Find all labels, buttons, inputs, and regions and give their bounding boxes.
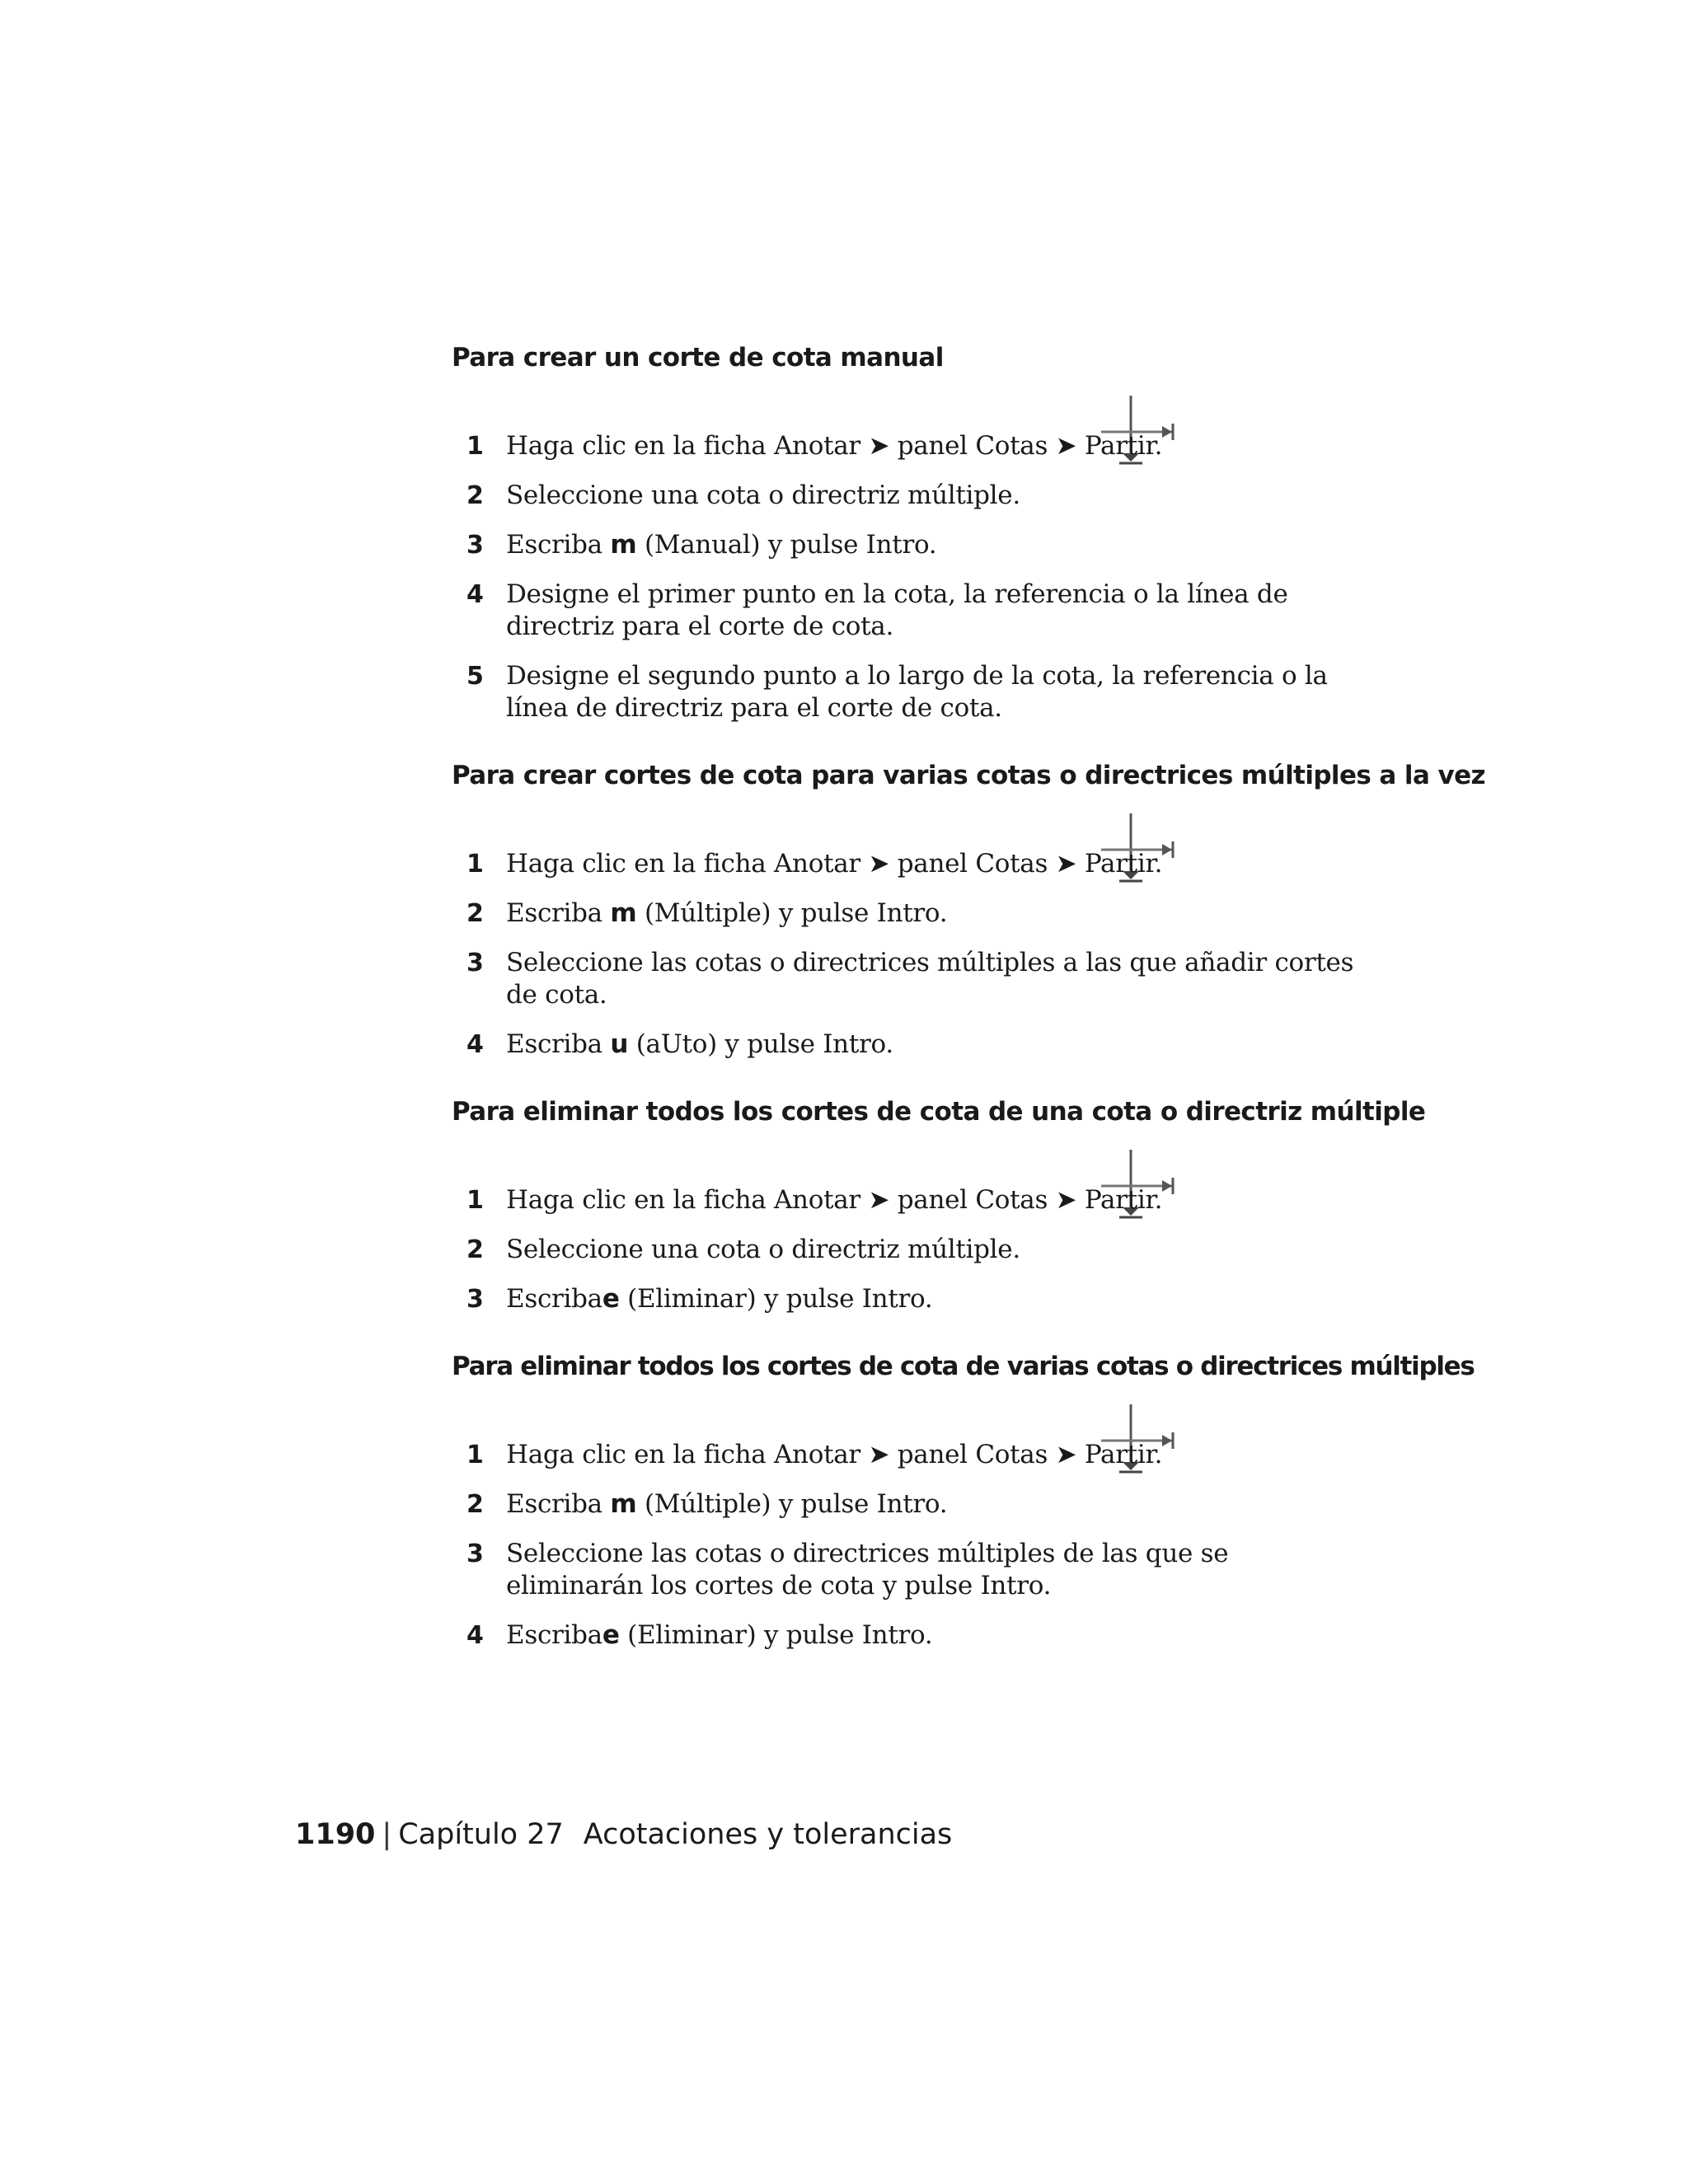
step-keyword: u [610, 1029, 629, 1059]
step-text: Designe el segundo punto a lo largo de la cota, la referencia o la línea de directriz para el corte de cota. [506, 661, 1328, 723]
step-item [452, 529, 1358, 561]
step-text: Haga clic en la ficha Anotar ➤ panel Cotas ➤ Partir. [506, 1185, 1163, 1215]
step-text: Seleccione las cotas o directrices múltiples a las que añadir cortes de cota. [506, 948, 1354, 1010]
chapter-title: Acotaciones y tolerancias [583, 1818, 953, 1851]
step-number: 1 [467, 850, 484, 879]
footer-separator: | [382, 1818, 392, 1851]
step-text: Seleccione las cotas o directrices múltiples de las que se eliminarán los cortes de cota y pulse Intro. [506, 1539, 1229, 1601]
section-heading: Para eliminar todos los cortes de cota de varias cotas o directrices múltiples [452, 1352, 1475, 1381]
step-text-post: (Manual) y pulse Intro. [636, 530, 937, 560]
section-heading: Para crear un corte de cota manual [452, 343, 944, 373]
step-number: 2 [467, 1235, 484, 1264]
step-item [452, 1234, 1358, 1266]
step-item [452, 1029, 1358, 1061]
section-remove-single [452, 1090, 1426, 1315]
step-number: 3 [467, 1285, 484, 1314]
step-number: 5 [467, 662, 484, 691]
step-text: Haga clic en la ficha Anotar ➤ panel Cotas ➤ Partir. [506, 1440, 1163, 1469]
page-footer [295, 1816, 952, 1853]
step-text-pre: Escriba [506, 1029, 611, 1059]
step-item [452, 1184, 1358, 1216]
step-number: 2 [467, 481, 484, 510]
step-text-post: (Eliminar) y pulse Intro. [619, 1284, 933, 1314]
step-keyword: m [610, 898, 637, 928]
step-number: 4 [467, 1621, 484, 1650]
step-number: 3 [467, 531, 484, 560]
step-text: Seleccione una cota o directriz múltiple. [506, 1235, 1020, 1264]
step-item [452, 430, 1358, 462]
step-item [452, 1283, 1358, 1315]
step-item [452, 848, 1358, 880]
step-text-post: (aUto) y pulse Intro. [628, 1029, 893, 1059]
step-number: 1 [467, 1441, 484, 1469]
step-item [452, 579, 1358, 643]
step-keyword: e [602, 1284, 620, 1314]
section-heading: Para eliminar todos los cortes de cota de una cota o directriz múltiple [452, 1097, 1426, 1127]
step-number: 2 [467, 1490, 484, 1519]
step-text: Haga clic en la ficha Anotar ➤ panel Cotas ➤ Partir. [506, 431, 1163, 461]
step-item [452, 660, 1358, 724]
step-item [452, 1439, 1358, 1471]
steps-list [452, 1439, 1358, 1652]
section-remove-multiple [452, 1345, 1475, 1652]
chapter-label: Capítulo 27 [398, 1818, 564, 1851]
step-number: 1 [467, 1186, 484, 1215]
section-heading: Para crear cortes de cota para varias cotas o directrices múltiples a la vez [452, 761, 1485, 790]
step-text: Seleccione una cota o directriz múltiple. [506, 480, 1020, 510]
section-manual-break [452, 336, 1358, 724]
step-text-post: (Múltiple) y pulse Intro. [636, 1489, 948, 1519]
section-multiple-break [452, 754, 1485, 1061]
step-text: Haga clic en la ficha Anotar ➤ panel Cotas ➤ Partir. [506, 849, 1163, 879]
step-number: 3 [467, 1540, 484, 1568]
step-number: 3 [467, 949, 484, 977]
step-number: 1 [467, 432, 484, 461]
step-item [452, 1488, 1358, 1521]
step-item [452, 1619, 1358, 1652]
step-item [452, 480, 1358, 512]
steps-list [452, 1184, 1358, 1315]
step-text-pre: Escriba [506, 1284, 603, 1314]
step-text: Designe el primer punto en la cota, la referencia o la línea de directriz para el corte de cota. [506, 579, 1288, 641]
step-text-pre: Escriba [506, 530, 611, 560]
step-item [452, 1538, 1358, 1602]
step-text-post: (Eliminar) y pulse Intro. [619, 1620, 933, 1650]
step-keyword: m [610, 1489, 637, 1519]
step-number: 2 [467, 899, 484, 928]
step-text-pre: Escriba [506, 1489, 611, 1519]
step-number: 4 [467, 1030, 484, 1059]
step-keyword: m [610, 530, 637, 560]
step-text-post: (Múltiple) y pulse Intro. [636, 898, 948, 928]
step-item [452, 947, 1358, 1011]
step-number: 4 [467, 580, 484, 609]
step-item [452, 898, 1358, 930]
steps-list [452, 848, 1358, 1061]
steps-list [452, 430, 1358, 724]
step-text-pre: Escriba [506, 1620, 603, 1650]
step-keyword: e [602, 1620, 620, 1650]
page-content [452, 336, 1485, 1652]
step-text-pre: Escriba [506, 898, 611, 928]
page-number: 1190 [295, 1818, 376, 1851]
